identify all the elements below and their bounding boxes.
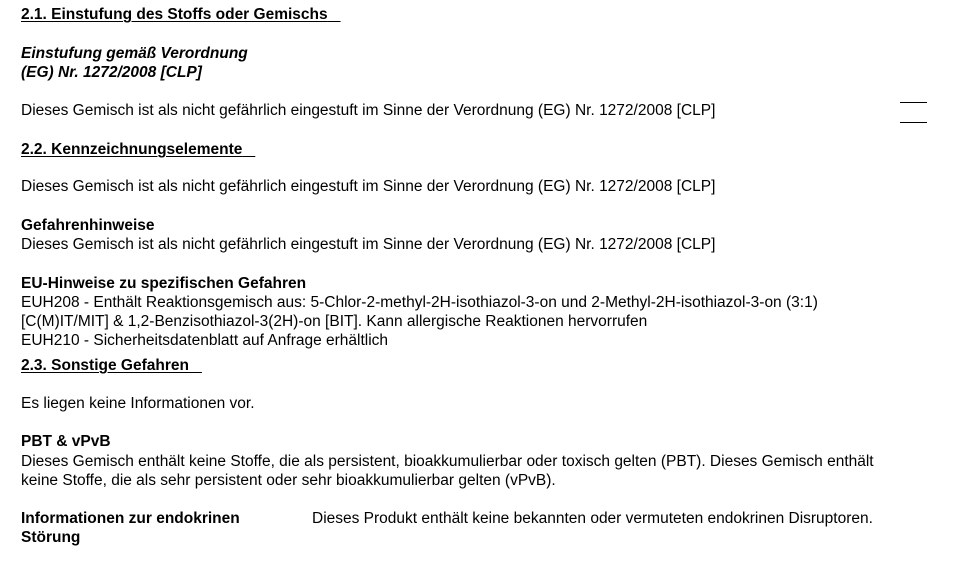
endocrine-label-line1: Informationen zur endokrinen	[21, 510, 240, 527]
endocrine-text: Dieses Produkt enthält keine bekannten oder vermuteten endokrinen Disruptoren.	[312, 510, 873, 527]
section-2-3-heading: 2.3. Sonstige Gefahren	[21, 357, 189, 374]
hazard-statements-heading: Gefahrenhinweise	[21, 217, 155, 234]
section-2-2-heading: 2.2. Kennzeichnungselemente	[21, 141, 243, 158]
eu-hazard-heading: EU-Hinweise zu spezifischen Gefahren	[21, 275, 307, 292]
section-2-1-heading: 2.1. Einstufung des Stoffs oder Gemischs	[21, 6, 328, 23]
pbt-vpvb-heading: PBT & vPvB	[21, 433, 111, 450]
clp-classification-text: Dieses Gemisch ist als nicht gefährlich eingestuft im Sinne der Verordnung (EG) Nr. 1272/2008 [CLP]	[21, 102, 716, 119]
right-margin-rule	[900, 122, 927, 123]
hazard-statements-text: Dieses Gemisch ist als nicht gefährlich eingestuft im Sinne der Verordnung (EG) Nr. 1272/2008 [CLP]	[21, 236, 716, 253]
pbt-vpvb-line1: Dieses Gemisch enthält keine Stoffe, die als persistent, bioakkumulierbar oder toxisch gelten (PBT). Dieses Gemisch enthält	[21, 453, 874, 470]
clp-classification-heading-line2: (EG) Nr. 1272/2008 [CLP]	[21, 64, 202, 81]
pbt-vpvb-line2: keine Stoffe, die als sehr persistent oder sehr bioakkumulierbar gelten (vPvB).	[21, 472, 556, 489]
euh210-line: EUH210 - Sicherheitsdatenblatt auf Anfrage erhältlich	[21, 332, 389, 349]
euh208-line1: EUH208 - Enthält Reaktionsgemisch aus: 5-Chlor-2-methyl-2H-isothiazol-3-on und 2-Methyl-2H-isothiazol-3-on (3:1)	[21, 294, 818, 311]
euh208-line2: [C(M)IT/MIT] & 1,2-Benzisothiazol-3(2H)-on [BIT]. Kann allergische Reaktionen hervorrufen	[21, 313, 648, 330]
other-hazards-text: Es liegen keine Informationen vor.	[21, 395, 255, 412]
labelling-text: Dieses Gemisch ist als nicht gefährlich eingestuft im Sinne der Verordnung (EG) Nr. 1272/2008 [CLP]	[21, 178, 716, 195]
endocrine-label-line2: Störung	[21, 529, 81, 546]
clp-classification-heading-line1: Einstufung gemäß Verordnung	[21, 45, 248, 62]
right-margin-rule	[900, 102, 927, 103]
